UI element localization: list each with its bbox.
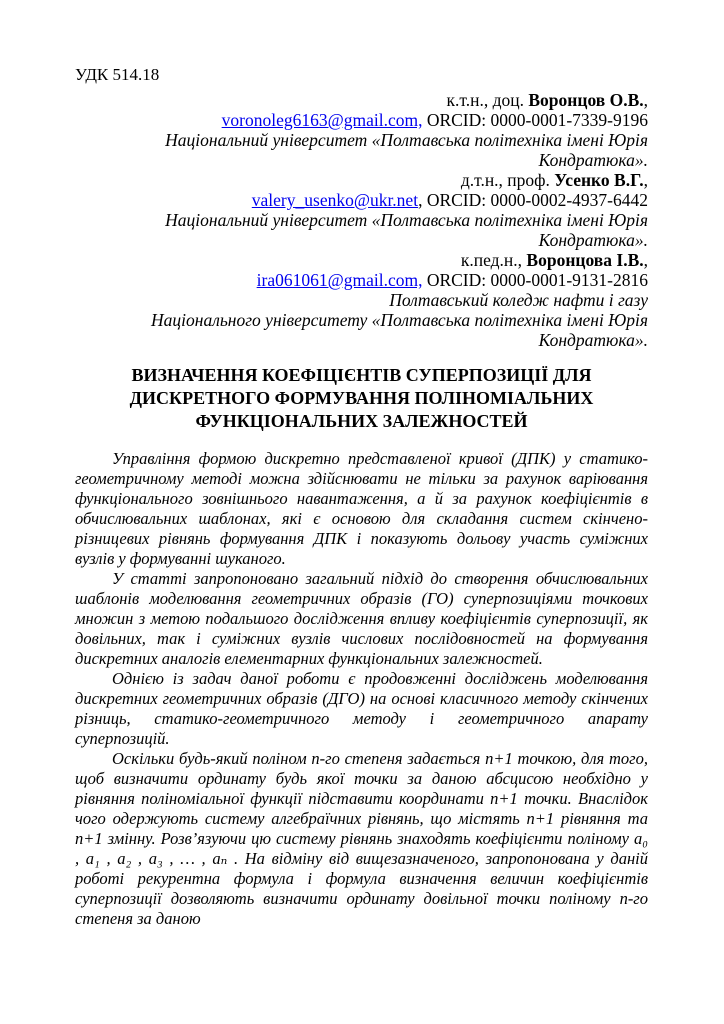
author2-contact-line <box>75 190 648 210</box>
author1-email-link[interactable]: voronoleg6163@gmail.com, <box>221 110 423 130</box>
author1-name: Воронцов О.В. <box>528 90 644 110</box>
author2-affiliation-line2: Кондратюка». <box>538 230 648 250</box>
author2-affiliation-line1: Національний університет «Полтавська політехніка імені Юрія <box>165 210 648 230</box>
author1-affiliation-line2: Кондратюка». <box>538 150 648 170</box>
author1-orcid: ORCID: 0000-0001-7339-9196 <box>422 110 648 130</box>
author2-degree: д.т.н., проф. <box>460 170 555 190</box>
author3-degree: к.пед.н., <box>460 250 527 270</box>
author3-name-comma: , <box>643 250 648 270</box>
author3-degree-name-line <box>75 250 648 270</box>
author3-name: Воронцова І.В. <box>526 250 644 270</box>
author3-affiliation-line2: Національного університету «Полтавська політехніка імені Юрія <box>151 310 648 330</box>
article-title-line3: ФУНКЦІОНАЛЬНИХ ЗАЛЕЖНОСТЕЙ <box>195 411 528 431</box>
abstract-block <box>75 449 648 929</box>
author1-affiliation-line1: Національний університет «Полтавська політехніка імені Юрія <box>165 130 648 150</box>
author1-degree-name-line <box>75 90 648 110</box>
author2-name: Усенко В.Г. <box>554 170 644 190</box>
author2-degree-name-line <box>75 170 648 190</box>
author3-orcid: ORCID: 0000-0001-9131-2816 <box>422 270 648 290</box>
article-title-line2: ДИСКРЕТНОГО ФОРМУВАННЯ ПОЛІНОМІАЛЬНИХ <box>129 388 594 408</box>
author2-orcid: , ORCID: 0000-0002-4937-6442 <box>418 190 648 210</box>
author3-affiliation-line3: Кондратюка». <box>538 330 648 350</box>
udc-code: УДК 514.18 <box>75 65 160 84</box>
author3-email-link[interactable]: ira061061@gmail.com, <box>256 270 423 290</box>
author3-affiliation-line1: Полтавський коледж нафти і газу <box>389 290 648 310</box>
author1-degree: к.т.н., доц. <box>446 90 529 110</box>
author1-name-comma: , <box>643 90 648 110</box>
abstract-paragraph-1: Управління формою дискретно представленої кривої (ДПК) у статико-геометричному методі можна здійснювати не тільки за рахунок варіювання функціонального зовнішнього навантаження, а й за рахунок коефіцієнтів в обчислювальних шаблонах, які є основою для складання систем скінчено-різницевих рівнянь формування ДПК і показують дольову участь суміжних вузлів у формуванні шуканого. <box>75 449 648 568</box>
author2-name-comma: , <box>643 170 648 190</box>
authors-block <box>75 90 648 350</box>
author3-contact-line <box>75 270 648 290</box>
author1-contact-line <box>75 110 648 130</box>
abstract-paragraph-2: У статті запропоновано загальний підхід до створення обчислювальних шаблонів моделювання геометричних образів (ГО) суперпозиціями точкових множин з метою подальшого дослідження впливу коефіцієнтів суперпозиції, як довільних, так і суміжних вузлів числових послідовностей на формування дискретних аналогів елементарних функціональних залежностей. <box>75 569 648 668</box>
abstract-paragraph-4: Оскільки будь-який поліном n-го степеня задається n+1 точкою, для того, щоб визначити ординату будь якої точки за даною абсцисою необхідно у рівняння поліноміальної функції підставити координати n+1 точки. Внаслідок чого одержують систему алгебраїчних рівнянь, що містять n+1 рівняння та n+1 змінну. Розв’язуючи цю систему рівнянь знаходять коефіцієнти поліному a₀ , a₁ , a₂ , a₃ , … , aₙ . На відміну від вищезазначеного, запропонована у даній роботі рекурентна формула і формула визначення величин коефіцієнтів суперпозиції дозволяють визначити ординату довільної точки поліному n-го степеня за даною <box>75 749 648 928</box>
article-title <box>75 364 648 433</box>
article-title-line1: ВИЗНАЧЕННЯ КОЕФІЦІЄНТІВ СУПЕРПОЗИЦІЇ ДЛЯ <box>131 365 592 385</box>
author2-email-link[interactable]: valery_usenko@ukr.net <box>251 190 419 210</box>
abstract-paragraph-3: Однією із задач даної роботи є продовженні досліджень моделювання дискретних геометричних образів (ДГО) на основі класичного методу скінчених різниць, статико-геометричного методу і геометричного апарату суперпозицій. <box>75 669 648 748</box>
